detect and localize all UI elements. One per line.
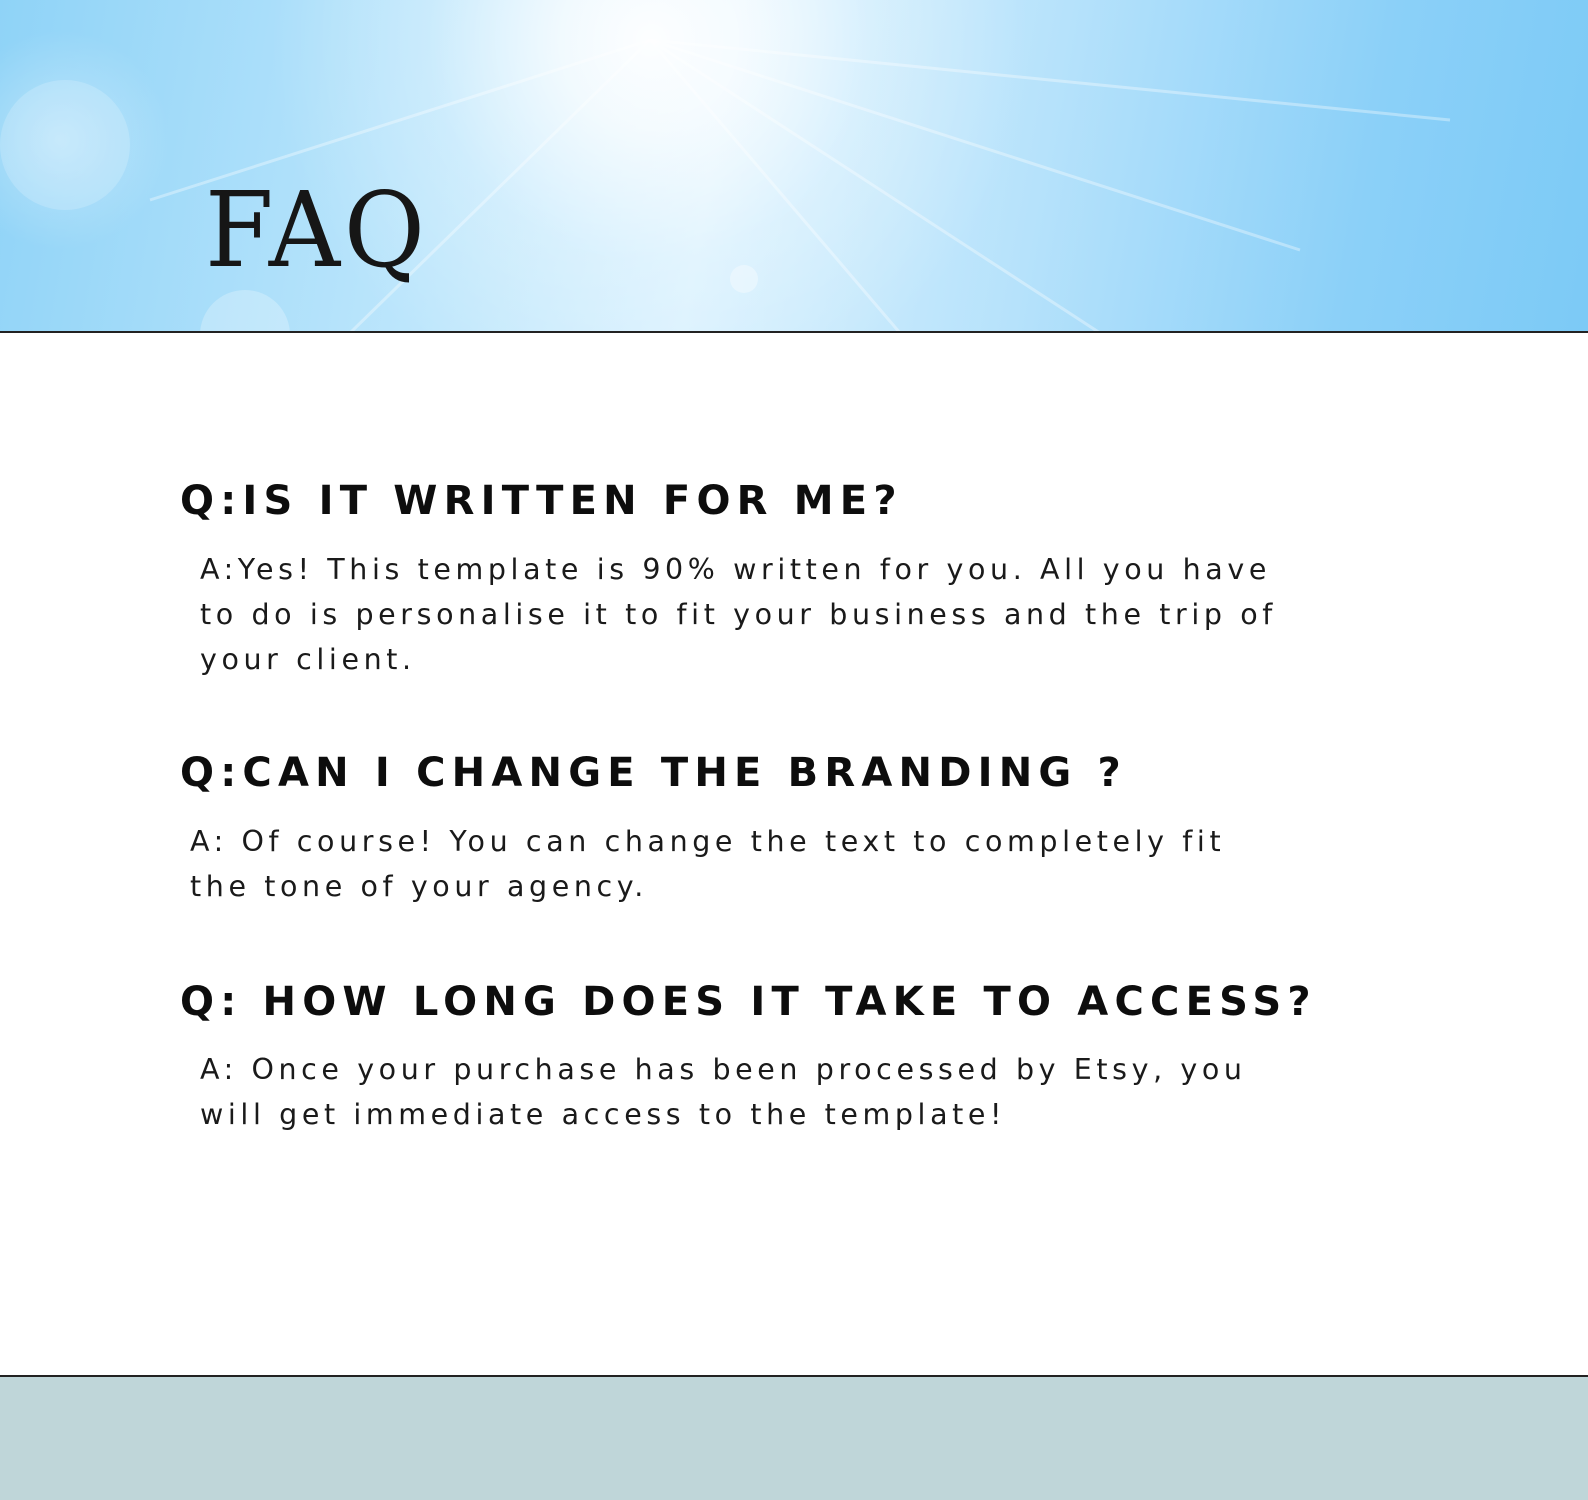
header-banner [0,0,1588,333]
bokeh-light [730,265,758,293]
faq-answer-line: the tone of your agency. [190,870,648,903]
faq-answer [200,1047,1400,1137]
footer-band [0,1375,1588,1500]
faq-answer-line: A: Once your purchase has been processed by Etsy, you [200,1053,1247,1086]
faq-answer-line: your client. [200,643,416,676]
faq-question: Q:IS IT WRITTEN FOR ME? [180,478,903,524]
faq-question: Q:CAN I CHANGE THE BRANDING ? [180,750,1127,796]
bokeh-light [0,80,130,210]
faq-answer [190,819,1390,909]
faq-answer-line: A: Of course! You can change the text to completely fit [190,825,1226,858]
faq-answer-line: to do is personalise it to fit your business and the trip of [200,598,1277,631]
faq-answer-line: A:Yes! This template is 90% written for you. All you have [200,553,1271,586]
faq-answer [200,547,1400,682]
page-title: FAQ [205,169,429,291]
faq-answer-line: will get immediate access to the template! [200,1098,1007,1131]
faq-question: Q: HOW LONG DOES IT TAKE TO ACCESS? [180,979,1317,1025]
